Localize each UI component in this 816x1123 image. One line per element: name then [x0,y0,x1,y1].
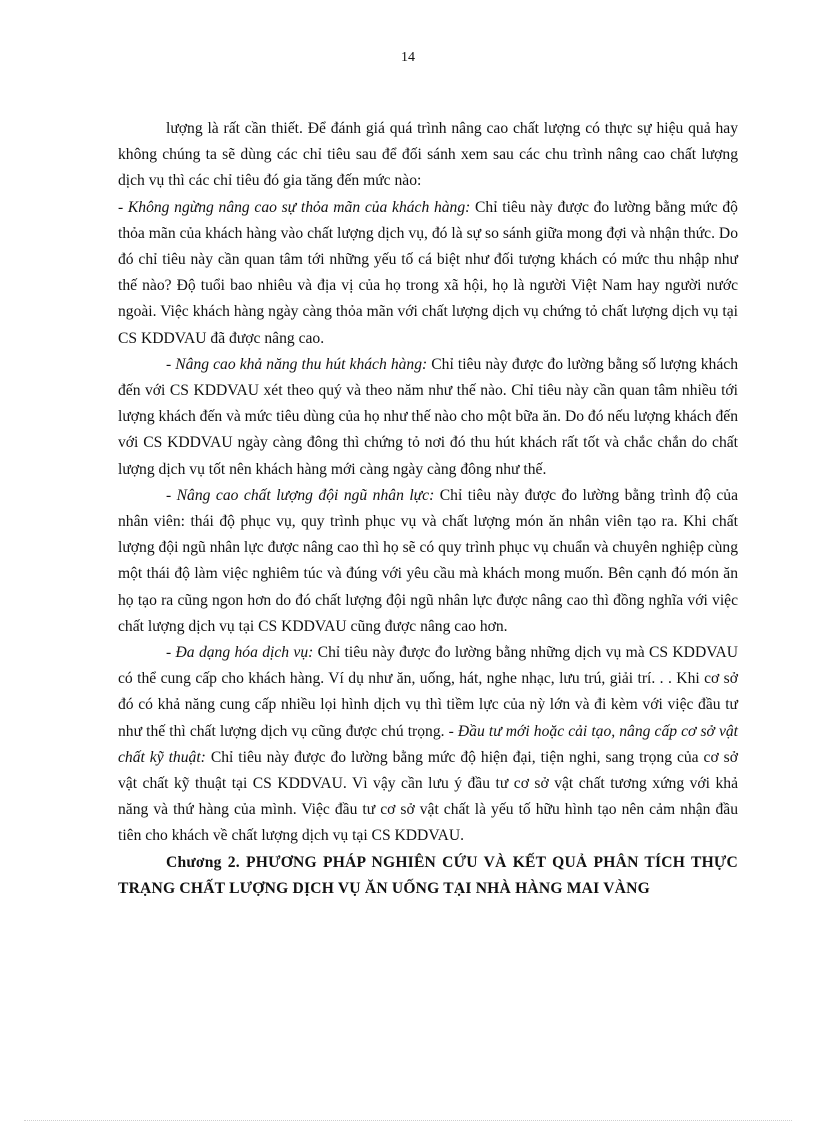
page-bottom-border [24,1120,792,1121]
criterion-body-satisfaction: Chỉ tiêu này được đo lường bằng mức độ thỏa mãn của khách hàng vào chất lượng dịch vụ, đó là sự so sánh giữa mong đợi và nhận thức. Do đó chỉ tiêu này cần quan tâm tới những yếu tố cá biệt như đối tượng khách có mức thu nhập như thế nào? Độ tuổi bao nhiêu và địa vị của họ trong xã hội, họ là người Việt Nam hay người nước ngoài. Việc khách hàng ngày càng thỏa mãn với chất lượng dịch vụ chứng tỏ chất lượng dịch vụ tại CS KDDVAU đã được nâng cao. [118,198,738,347]
page-number: 14 [401,50,415,65]
chapter-heading: Chương 2. PHƯƠNG PHÁP NGHIÊN CỨU VÀ KẾT QUẢ PHÂN TÍCH THỰC TRẠNG CHẤT LƯỢNG DỊCH VỤ ĂN UỐNG TẠI NHÀ HÀNG MAI VÀNG [118,853,738,897]
criterion-paragraph-attraction [118,352,738,483]
criterion-heading-investment: - Đầu tư mới hoặc cải tạo, nâng cấp cơ sở vật chất kỹ thuật: [118,722,738,766]
criterion-paragraph-staff [118,483,738,640]
criterion-paragraph-satisfaction [118,195,738,352]
criterion-heading-diversification: - Đa dạng hóa dịch vụ: [166,644,314,662]
criterion-heading-staff: - Nâng cao chất lượng đội ngũ nhân lực: [166,486,435,504]
intro-paragraph: lượng là rất cần thiết. Để đánh giá quá trình nâng cao chất lượng có thực sự hiệu quả hay không chúng ta sẽ dùng các chỉ tiêu sau để đối sánh xem sau các chu trình nâng cao chất lượng dịch vụ thì các chỉ tiêu đó gia tăng đến mức nào: [118,120,738,190]
criterion-body-staff: Chỉ tiêu này được đo lường bằng trình độ của nhân viên: thái độ phục vụ, quy trình phục vụ và chất lượng món ăn nhân viên tạo ra. Khi chất lượng đội ngũ nhân lực được nâng cao thì họ sẽ có quy trình phục vụ chuẩn và chuyên nghiệp cùng một thái độ làm việc nghiêm túc và đúng với yêu cầu mà khách mong muốn. Bên cạnh đó món ăn họ tạo ra cũng ngon hơn do đó chất lượng đội ngũ nhân lực được nâng cao thì đồng nghĩa với việc chất lượng dịch vụ tại CS KDDVAU cũng được nâng cao hơn. [118,486,738,635]
criterion-body-attraction: Chỉ tiêu này được đo lường bằng số lượng khách đến với CS KDDVAU xét theo quý và theo năm như thế nào. Chỉ tiêu này cần quan tâm nhiều tới lượng khách đến và mức tiêu dùng của họ như thế nào cho một bữa ăn. Do đó nếu lượng khách đến với CS KDDVAU ngày càng đông thì chứng tỏ nơi đó thu hút khách rất tốt và chắc chắn do chất lượng dịch vụ tốt nên khách hàng mới càng ngày càng đông như thế. [118,355,738,478]
criterion-body-investment: Chỉ tiêu này được đo lường bằng mức độ hiện đại, tiện nghi, sang trọng của cơ sở vật chất kỹ thuật tại CS KDDVAU. Vì vậy cần lưu ý đầu tư cơ sở vật chất tương xứng với khả năng và thứ hàng của mình. Việc đầu tư cơ sở vật chất là yếu tố hữu hình tạo nên cảm nhận đầu tiên cho khách về chất lượng dịch vụ tại CS KDDVAU. [118,748,738,845]
criterion-paragraph-diversification [118,640,738,850]
criterion-body-diversification: Chỉ tiêu này được đo lường bằng những dịch vụ mà CS KDDVAU có thể cung cấp cho khách hàng. Ví dụ như ăn, uống, hát, nghe nhạc, lưu trú, giải trí. . . Khi cơ sở đó có khả năng cung cấp nhiều lọi hình dịch vụ thì tiềm lực của nỳ lớn và đi kèm với việc đầu tư như thế thì chất lượng dịch vụ cũng được chú trọng. [118,644,738,740]
criterion-heading-attraction: - Nâng cao khả năng thu hút khách hàng: [166,355,428,373]
criterion-heading-satisfaction: - Không ngừng nâng cao sự thỏa mãn của khách hàng: [118,198,471,216]
document-body [118,116,738,902]
